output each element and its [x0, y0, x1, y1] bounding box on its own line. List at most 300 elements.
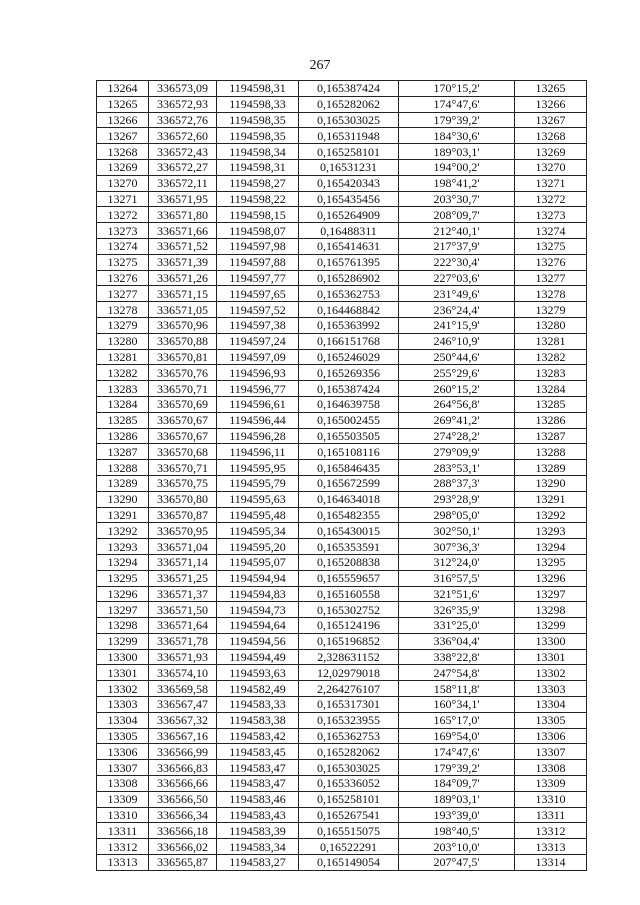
next-point-cell: 13266: [515, 96, 587, 112]
bearing-cell: 260°15,2': [399, 381, 515, 397]
distance-cell: 0,165124196: [299, 618, 399, 634]
y-coordinate-cell: 1194583,27: [217, 855, 299, 871]
bearing-cell: 207°47,5': [399, 855, 515, 871]
x-coordinate-cell: 336566,02: [149, 839, 217, 855]
x-coordinate-cell: 336566,99: [149, 744, 217, 760]
point-number-cell: 13312: [97, 839, 149, 855]
table-row: [97, 444, 587, 460]
y-coordinate-cell: 1194597,24: [217, 333, 299, 349]
table-row: [97, 760, 587, 776]
table-row: [97, 333, 587, 349]
x-coordinate-cell: 336570,68: [149, 444, 217, 460]
point-number-cell: 13269: [97, 159, 149, 175]
y-coordinate-cell: 1194594,73: [217, 602, 299, 618]
next-point-cell: 13299: [515, 618, 587, 634]
table-row: [97, 81, 587, 97]
y-coordinate-cell: 1194598,07: [217, 223, 299, 239]
point-number-cell: 13264: [97, 81, 149, 97]
point-number-cell: 13270: [97, 175, 149, 191]
table-row: [97, 507, 587, 523]
x-coordinate-cell: 336571,05: [149, 302, 217, 318]
next-point-cell: 13307: [515, 744, 587, 760]
table-row: [97, 159, 587, 175]
next-point-cell: 13268: [515, 128, 587, 144]
distance-cell: 0,165363992: [299, 317, 399, 333]
x-coordinate-cell: 336571,50: [149, 602, 217, 618]
y-coordinate-cell: 1194598,34: [217, 144, 299, 160]
point-number-cell: 13283: [97, 381, 149, 397]
x-coordinate-cell: 336570,71: [149, 460, 217, 476]
point-number-cell: 13290: [97, 491, 149, 507]
distance-cell: 0,165435456: [299, 191, 399, 207]
bearing-cell: 302°50,1': [399, 523, 515, 539]
point-number-cell: 13300: [97, 649, 149, 665]
y-coordinate-cell: 1194596,93: [217, 365, 299, 381]
point-number-cell: 13276: [97, 270, 149, 286]
distance-cell: 0,165149054: [299, 855, 399, 871]
x-coordinate-cell: 336570,67: [149, 412, 217, 428]
bearing-cell: 184°30,6': [399, 128, 515, 144]
y-coordinate-cell: 1194598,27: [217, 175, 299, 191]
table-row: [97, 396, 587, 412]
distance-cell: 0,165282062: [299, 744, 399, 760]
distance-cell: 0,16488311: [299, 223, 399, 239]
table-row: [97, 286, 587, 302]
y-coordinate-cell: 1194595,20: [217, 539, 299, 555]
x-coordinate-cell: 336571,80: [149, 207, 217, 223]
point-number-cell: 13275: [97, 254, 149, 270]
next-point-cell: 13285: [515, 396, 587, 412]
table-row: [97, 365, 587, 381]
distance-cell: 0,165387424: [299, 381, 399, 397]
point-number-cell: 13272: [97, 207, 149, 223]
bearing-cell: 293°28,9': [399, 491, 515, 507]
y-coordinate-cell: 1194583,38: [217, 712, 299, 728]
table-row: [97, 491, 587, 507]
y-coordinate-cell: 1194583,46: [217, 791, 299, 807]
x-coordinate-cell: 336571,14: [149, 554, 217, 570]
distance-cell: 0,165302752: [299, 602, 399, 618]
distance-cell: 0,16522291: [299, 839, 399, 855]
y-coordinate-cell: 1194598,33: [217, 96, 299, 112]
table-row: [97, 475, 587, 491]
x-coordinate-cell: 336573,09: [149, 81, 217, 97]
point-number-cell: 13289: [97, 475, 149, 491]
x-coordinate-cell: 336566,18: [149, 823, 217, 839]
bearing-cell: 250°44,6': [399, 349, 515, 365]
x-coordinate-cell: 336570,88: [149, 333, 217, 349]
distance-cell: 0,165420343: [299, 175, 399, 191]
table-row: [97, 191, 587, 207]
next-point-cell: 13311: [515, 807, 587, 823]
x-coordinate-cell: 336567,47: [149, 697, 217, 713]
x-coordinate-cell: 336572,27: [149, 159, 217, 175]
next-point-cell: 13289: [515, 460, 587, 476]
point-number-cell: 13266: [97, 112, 149, 128]
distance-cell: 0,165515075: [299, 823, 399, 839]
x-coordinate-cell: 336566,50: [149, 791, 217, 807]
point-number-cell: 13304: [97, 712, 149, 728]
distance-cell: 0,165208838: [299, 554, 399, 570]
point-number-cell: 13299: [97, 633, 149, 649]
distance-cell: 0,165002455: [299, 412, 399, 428]
y-coordinate-cell: 1194598,31: [217, 81, 299, 97]
point-number-cell: 13306: [97, 744, 149, 760]
bearing-cell: 336°04,4': [399, 633, 515, 649]
y-coordinate-cell: 1194595,34: [217, 523, 299, 539]
bearing-cell: 212°40,1': [399, 223, 515, 239]
next-point-cell: 13288: [515, 444, 587, 460]
x-coordinate-cell: 336572,93: [149, 96, 217, 112]
point-number-cell: 13282: [97, 365, 149, 381]
x-coordinate-cell: 336570,69: [149, 396, 217, 412]
table-row: [97, 649, 587, 665]
x-coordinate-cell: 336570,81: [149, 349, 217, 365]
point-number-cell: 13281: [97, 349, 149, 365]
table-row: [97, 539, 587, 555]
bearing-cell: 307°36,3': [399, 539, 515, 555]
x-coordinate-cell: 336571,64: [149, 618, 217, 634]
point-number-cell: 13288: [97, 460, 149, 476]
bearing-cell: 316°57,5': [399, 570, 515, 586]
x-coordinate-cell: 336571,26: [149, 270, 217, 286]
distance-cell: 0,165264909: [299, 207, 399, 223]
x-coordinate-cell: 336572,76: [149, 112, 217, 128]
table-row: [97, 554, 587, 570]
x-coordinate-cell: 336571,52: [149, 238, 217, 254]
table-row: [97, 602, 587, 618]
table-row: [97, 697, 587, 713]
bearing-cell: 321°51,6': [399, 586, 515, 602]
bearing-cell: 174°47,6': [399, 96, 515, 112]
y-coordinate-cell: 1194595,79: [217, 475, 299, 491]
table-row: [97, 302, 587, 318]
next-point-cell: 13293: [515, 523, 587, 539]
point-number-cell: 13305: [97, 728, 149, 744]
coordinates-table: [96, 80, 587, 871]
next-point-cell: 13302: [515, 665, 587, 681]
bearing-cell: 198°40,5': [399, 823, 515, 839]
table-row: [97, 96, 587, 112]
point-number-cell: 13285: [97, 412, 149, 428]
distance-cell: 0,165414631: [299, 238, 399, 254]
next-point-cell: 13287: [515, 428, 587, 444]
point-number-cell: 13268: [97, 144, 149, 160]
distance-cell: 0,165387424: [299, 81, 399, 97]
x-coordinate-cell: 336567,16: [149, 728, 217, 744]
next-point-cell: 13305: [515, 712, 587, 728]
table-row: [97, 349, 587, 365]
x-coordinate-cell: 336572,60: [149, 128, 217, 144]
next-point-cell: 13291: [515, 491, 587, 507]
x-coordinate-cell: 336571,39: [149, 254, 217, 270]
distance-cell: 0,165286902: [299, 270, 399, 286]
next-point-cell: 13272: [515, 191, 587, 207]
x-coordinate-cell: 336570,75: [149, 475, 217, 491]
x-coordinate-cell: 336570,95: [149, 523, 217, 539]
y-coordinate-cell: 1194597,09: [217, 349, 299, 365]
next-point-cell: 13277: [515, 270, 587, 286]
distance-cell: 0,165362753: [299, 286, 399, 302]
point-number-cell: 13265: [97, 96, 149, 112]
table-row: [97, 460, 587, 476]
y-coordinate-cell: 1194597,77: [217, 270, 299, 286]
bearing-cell: 227°03,6': [399, 270, 515, 286]
distance-cell: 0,164639758: [299, 396, 399, 412]
distance-cell: 0,166151768: [299, 333, 399, 349]
y-coordinate-cell: 1194597,98: [217, 238, 299, 254]
bearing-cell: 298°05,0': [399, 507, 515, 523]
y-coordinate-cell: 1194598,35: [217, 112, 299, 128]
bearing-cell: 203°10,0': [399, 839, 515, 855]
x-coordinate-cell: 336571,66: [149, 223, 217, 239]
x-coordinate-cell: 336570,67: [149, 428, 217, 444]
table-row: [97, 270, 587, 286]
distance-cell: 0,165258101: [299, 144, 399, 160]
distance-cell: 0,165672599: [299, 475, 399, 491]
point-number-cell: 13298: [97, 618, 149, 634]
bearing-cell: 241°15,9': [399, 317, 515, 333]
distance-cell: 0,165846435: [299, 460, 399, 476]
distance-cell: 2,328631152: [299, 649, 399, 665]
bearing-cell: 222°30,4': [399, 254, 515, 270]
table-row: [97, 238, 587, 254]
bearing-cell: 279°09,9': [399, 444, 515, 460]
y-coordinate-cell: 1194596,77: [217, 381, 299, 397]
point-number-cell: 13307: [97, 760, 149, 776]
table-row: [97, 428, 587, 444]
y-coordinate-cell: 1194596,44: [217, 412, 299, 428]
next-point-cell: 13271: [515, 175, 587, 191]
distance-cell: 12,02979018: [299, 665, 399, 681]
bearing-cell: 326°35,9': [399, 602, 515, 618]
x-coordinate-cell: 336569,58: [149, 681, 217, 697]
point-number-cell: 13301: [97, 665, 149, 681]
bearing-cell: 203°30,7': [399, 191, 515, 207]
bearing-cell: 179°39,2': [399, 112, 515, 128]
bearing-cell: 231°49,6': [399, 286, 515, 302]
x-coordinate-cell: 336574,10: [149, 665, 217, 681]
next-point-cell: 13270: [515, 159, 587, 175]
table-row: [97, 665, 587, 681]
x-coordinate-cell: 336571,95: [149, 191, 217, 207]
table-row: [97, 223, 587, 239]
table-row: [97, 712, 587, 728]
bearing-cell: 283°53,1': [399, 460, 515, 476]
distance-cell: 0,164468842: [299, 302, 399, 318]
coordinates-table-body: [97, 81, 587, 871]
y-coordinate-cell: 1194583,47: [217, 760, 299, 776]
x-coordinate-cell: 336571,04: [149, 539, 217, 555]
next-point-cell: 13300: [515, 633, 587, 649]
point-number-cell: 13267: [97, 128, 149, 144]
y-coordinate-cell: 1194594,94: [217, 570, 299, 586]
distance-cell: 0,165246029: [299, 349, 399, 365]
next-point-cell: 13297: [515, 586, 587, 602]
table-row: [97, 618, 587, 634]
next-point-cell: 13313: [515, 839, 587, 855]
y-coordinate-cell: 1194583,39: [217, 823, 299, 839]
bearing-cell: 217°37,9': [399, 238, 515, 254]
distance-cell: 0,165303025: [299, 112, 399, 128]
table-row: [97, 681, 587, 697]
next-point-cell: 13303: [515, 681, 587, 697]
distance-cell: 0,165430015: [299, 523, 399, 539]
x-coordinate-cell: 336571,15: [149, 286, 217, 302]
bearing-cell: 198°41,2': [399, 175, 515, 191]
table-row: [97, 586, 587, 602]
x-coordinate-cell: 336565,87: [149, 855, 217, 871]
next-point-cell: 13295: [515, 554, 587, 570]
y-coordinate-cell: 1194583,47: [217, 776, 299, 792]
distance-cell: 0,165267541: [299, 807, 399, 823]
table-row: [97, 112, 587, 128]
x-coordinate-cell: 336570,96: [149, 317, 217, 333]
point-number-cell: 13278: [97, 302, 149, 318]
point-number-cell: 13296: [97, 586, 149, 602]
point-number-cell: 13308: [97, 776, 149, 792]
point-number-cell: 13293: [97, 539, 149, 555]
y-coordinate-cell: 1194597,52: [217, 302, 299, 318]
x-coordinate-cell: 336570,80: [149, 491, 217, 507]
bearing-cell: 169°54,0': [399, 728, 515, 744]
y-coordinate-cell: 1194597,88: [217, 254, 299, 270]
bearing-cell: 174°47,6': [399, 744, 515, 760]
next-point-cell: 13265: [515, 81, 587, 97]
y-coordinate-cell: 1194583,33: [217, 697, 299, 713]
point-number-cell: 13313: [97, 855, 149, 871]
point-number-cell: 13311: [97, 823, 149, 839]
next-point-cell: 13308: [515, 760, 587, 776]
point-number-cell: 13294: [97, 554, 149, 570]
next-point-cell: 13292: [515, 507, 587, 523]
point-number-cell: 13273: [97, 223, 149, 239]
distance-cell: 0,165482355: [299, 507, 399, 523]
next-point-cell: 13301: [515, 649, 587, 665]
bearing-cell: 189°03,1': [399, 144, 515, 160]
distance-cell: 0,164634018: [299, 491, 399, 507]
point-number-cell: 13297: [97, 602, 149, 618]
x-coordinate-cell: 336566,34: [149, 807, 217, 823]
bearing-cell: 158°11,8': [399, 681, 515, 697]
y-coordinate-cell: 1194598,35: [217, 128, 299, 144]
point-number-cell: 13287: [97, 444, 149, 460]
y-coordinate-cell: 1194583,43: [217, 807, 299, 823]
bearing-cell: 193°39,0': [399, 807, 515, 823]
bearing-cell: 194°00,2': [399, 159, 515, 175]
point-number-cell: 13292: [97, 523, 149, 539]
table-row: [97, 207, 587, 223]
distance-cell: 0,165311948: [299, 128, 399, 144]
next-point-cell: 13304: [515, 697, 587, 713]
y-coordinate-cell: 1194595,07: [217, 554, 299, 570]
point-number-cell: 13280: [97, 333, 149, 349]
x-coordinate-cell: 336572,43: [149, 144, 217, 160]
x-coordinate-cell: 336571,25: [149, 570, 217, 586]
next-point-cell: 13282: [515, 349, 587, 365]
bearing-cell: 184°09,7': [399, 776, 515, 792]
y-coordinate-cell: 1194582,49: [217, 681, 299, 697]
distance-cell: 0,165336052: [299, 776, 399, 792]
bearing-cell: 165°17,0': [399, 712, 515, 728]
bearing-cell: 338°22,8': [399, 649, 515, 665]
next-point-cell: 13309: [515, 776, 587, 792]
distance-cell: 0,165503505: [299, 428, 399, 444]
bearing-cell: 170°15,2': [399, 81, 515, 97]
page-number: 267: [309, 58, 331, 73]
table-row: [97, 807, 587, 823]
table-row: [97, 776, 587, 792]
y-coordinate-cell: 1194594,83: [217, 586, 299, 602]
table-row: [97, 823, 587, 839]
next-point-cell: 13296: [515, 570, 587, 586]
table-row: [97, 728, 587, 744]
y-coordinate-cell: 1194596,11: [217, 444, 299, 460]
point-number-cell: 13279: [97, 317, 149, 333]
distance-cell: 0,165108116: [299, 444, 399, 460]
next-point-cell: 13267: [515, 112, 587, 128]
bearing-cell: 208°09,7': [399, 207, 515, 223]
distance-cell: 0,165258101: [299, 791, 399, 807]
x-coordinate-cell: 336566,83: [149, 760, 217, 776]
y-coordinate-cell: 1194596,61: [217, 396, 299, 412]
bearing-cell: 236°24,4': [399, 302, 515, 318]
table-row: [97, 839, 587, 855]
table-row: [97, 855, 587, 871]
bearing-cell: 269°41,2': [399, 412, 515, 428]
y-coordinate-cell: 1194597,65: [217, 286, 299, 302]
next-point-cell: 13269: [515, 144, 587, 160]
next-point-cell: 13281: [515, 333, 587, 349]
distance-cell: 0,165323955: [299, 712, 399, 728]
x-coordinate-cell: 336571,78: [149, 633, 217, 649]
y-coordinate-cell: 1194594,49: [217, 649, 299, 665]
table-row: [97, 791, 587, 807]
y-coordinate-cell: 1194595,63: [217, 491, 299, 507]
point-number-cell: 13284: [97, 396, 149, 412]
table-row: [97, 317, 587, 333]
point-number-cell: 13302: [97, 681, 149, 697]
point-number-cell: 13271: [97, 191, 149, 207]
next-point-cell: 13276: [515, 254, 587, 270]
bearing-cell: 264°56,8': [399, 396, 515, 412]
distance-cell: 0,165196852: [299, 633, 399, 649]
table-row: [97, 175, 587, 191]
y-coordinate-cell: 1194596,28: [217, 428, 299, 444]
bearing-cell: 331°25,0': [399, 618, 515, 634]
distance-cell: 0,165761395: [299, 254, 399, 270]
x-coordinate-cell: 336570,76: [149, 365, 217, 381]
bearing-cell: 274°28,2': [399, 428, 515, 444]
table-row: [97, 381, 587, 397]
point-number-cell: 13291: [97, 507, 149, 523]
next-point-cell: 13306: [515, 728, 587, 744]
table-row: [97, 144, 587, 160]
bearing-cell: 189°03,1': [399, 791, 515, 807]
next-point-cell: 13273: [515, 207, 587, 223]
x-coordinate-cell: 336566,66: [149, 776, 217, 792]
distance-cell: 0,165282062: [299, 96, 399, 112]
bearing-cell: 255°29,6': [399, 365, 515, 381]
distance-cell: 0,165160558: [299, 586, 399, 602]
bearing-cell: 179°39,2': [399, 760, 515, 776]
table-row: [97, 412, 587, 428]
table-row: [97, 254, 587, 270]
next-point-cell: 13294: [515, 539, 587, 555]
point-number-cell: 13309: [97, 791, 149, 807]
table-row: [97, 128, 587, 144]
x-coordinate-cell: 336567,32: [149, 712, 217, 728]
